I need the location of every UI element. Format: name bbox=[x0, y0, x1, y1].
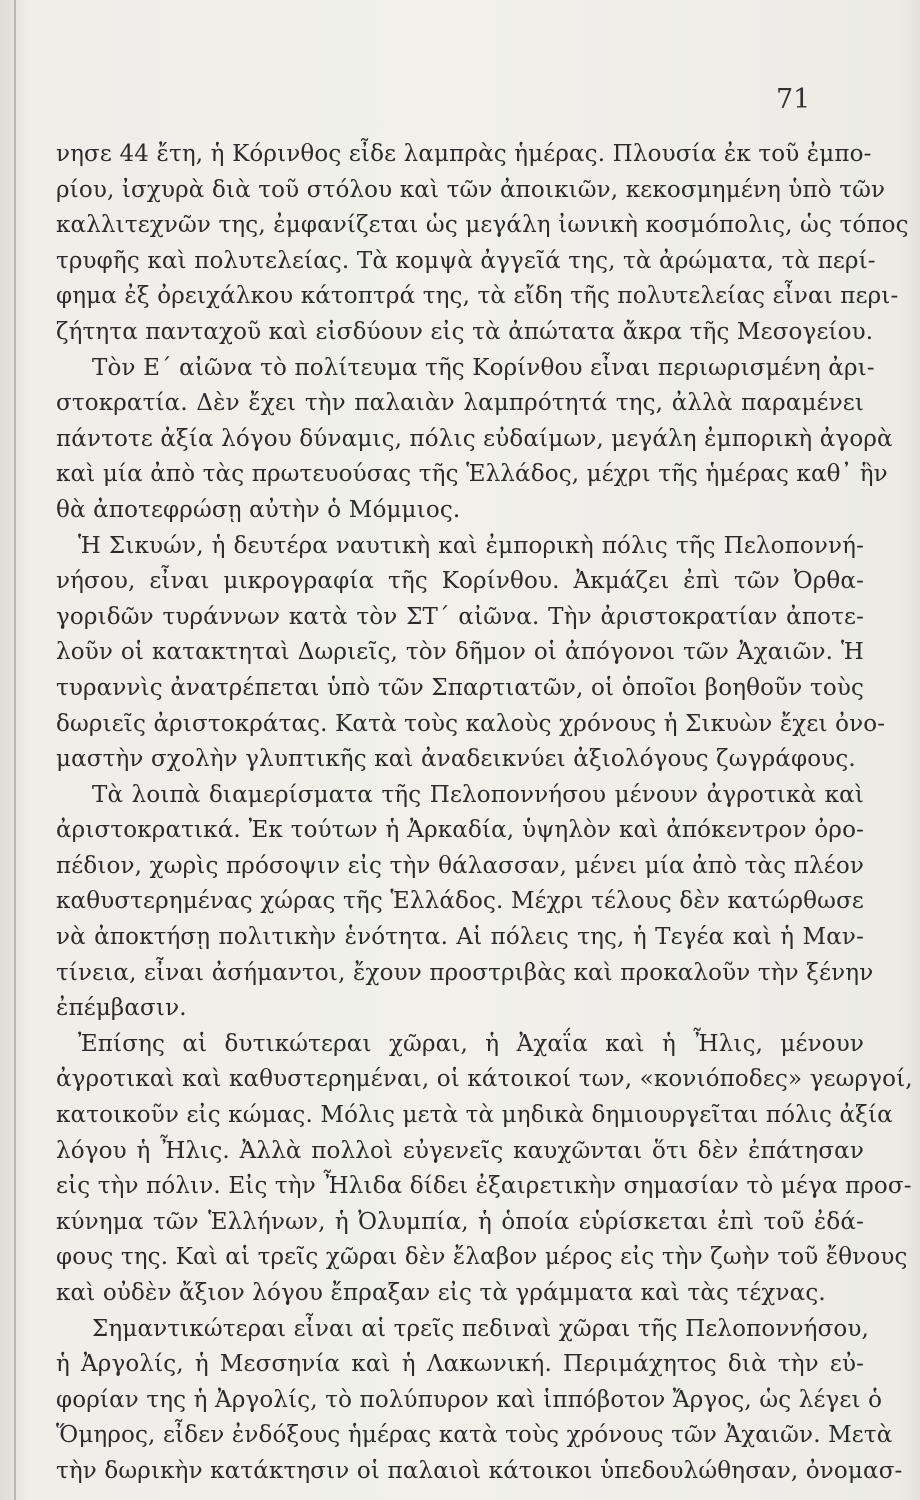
text-line: λόγου ἡ Ἦλις. Ἀλλὰ πολλοὶ εὐγενεῖς καυχῶνται ὅτι δὲν ἐπάτησαν bbox=[56, 1137, 864, 1164]
text-line: φορίαν της ἡ Ἀργολίς, τὸ πολύπυρον καὶ ἱππόβοτον Ἄργος, ὡς λέγει ὁ bbox=[56, 1386, 883, 1413]
text-line: Ἡ Σικυών, ἡ δευτέρα ναυτικὴ καὶ ἐμπορικὴ πόλις τῆς Πελοποννή- bbox=[78, 532, 864, 559]
text-line: μαστὴν σχολὴν γλυπτικῆς καὶ ἀναδεικνύει ἀξιολόγους ζωγράφους. bbox=[56, 746, 856, 773]
text-line: τίνεια, εἶναι ἀσήμαντοι, ἔχουν προστριβὰς καὶ προκαλοῦν τὴν ξένην bbox=[56, 959, 874, 986]
text-line: δωριεῖς ἀριστοκράτας. Κατὰ τοὺς καλοὺς χρόνους ἡ Σικυὼν ἔχει ὀνο- bbox=[56, 710, 886, 737]
text-line: φημα ἐξ ὀρειχάλκου κάτοπτρά της, τὰ εἴδη τῆς πολυτελείας εἶναι περι- bbox=[56, 283, 899, 310]
text-line: κύνημα τῶν Ἑλλήνων, ἡ Ὀλυμπία, ἡ ὁποία εὑρίσκεται ἐπὶ τοῦ ἐδά- bbox=[56, 1208, 864, 1235]
text-line: καθυστερημένας χώρας τῆς Ἑλλάδος. Μέχρι τέλους δὲν κατώρθωσε bbox=[56, 888, 864, 915]
text-line: Τὰ λοιπὰ διαμερίσματα τῆς Πελοποννήσου μένουν ἀγροτικὰ καὶ bbox=[92, 781, 864, 808]
text-line: φους της. Καὶ αἱ τρεῖς χῶραι δὲν ἔλαβον μέρος εἰς τὴν ζωὴν τοῦ ἔθνους bbox=[56, 1244, 908, 1271]
text-line: νήσου, εἶναι μικρογραφία τῆς Κορίνθου. Ἀκμάζει ἐπὶ τῶν Ὀρθα- bbox=[56, 568, 864, 595]
text-line: καὶ μία ἀπὸ τὰς πρωτευούσας τῆς Ἑλλάδος, μέχρι τῆς ἡμέρας καθ᾽ ἣν bbox=[56, 461, 888, 488]
text-line: Ὅμηρος, εἶδεν ἐνδόξους ἡμέρας κατὰ τοὺς χρόνους τῶν Ἀχαιῶν. Μετὰ bbox=[56, 1422, 893, 1449]
text-line: ἡ Ἀργολίς, ἡ Μεσσηνία καὶ ἡ Λακωνική. Περιμάχητος διὰ τὴν εὐ- bbox=[56, 1351, 864, 1378]
text-line: Ἐπίσης αἱ δυτικώτεραι χῶραι, ἡ Ἀχαΐα καὶ ἡ Ἦλις, μένουν bbox=[78, 1030, 864, 1057]
text-line: λοῦν οἱ κατακτηταὶ Δωριεῖς, τὸν δῆμον οἱ ἀπόγονοι τῶν Ἀχαιῶν. Ἡ bbox=[56, 639, 864, 666]
text-line: πάντοτε ἀξία λόγου δύναμις, πόλις εὐδαίμων, μεγάλη ἐμπορικὴ ἀγορὰ bbox=[56, 425, 893, 452]
text-line: νησε 44 ἔτη, ἡ Κόρινθος εἶδε λαμπρὰς ἡμέρας. Πλουσία ἐκ τοῦ ἐμπο- bbox=[56, 141, 872, 167]
text-line: κατοικοῦν εἰς κώμας. Μόλις μετὰ τὰ μηδικὰ δημιουργεῖται πόλις ἀξία bbox=[56, 1102, 893, 1129]
text-line: πέδιον, χωρὶς πρόσοψιν εἰς τὴν θάλασσαν, μένει μία ἀπὸ τὰς πλέον bbox=[56, 852, 864, 879]
text-line: ἀριστοκρατικά. Ἐκ τούτων ἡ Ἀρκαδία, ὑψηλὸν καὶ ἀπόκεντρον ὀρο- bbox=[56, 817, 864, 844]
text-line: Σημαντικώτεραι εἶναι αἱ τρεῖς πεδιναὶ χῶραι τῆς Πελοποννήσου, bbox=[92, 1315, 870, 1342]
text-line: ἐπέμβασιν. bbox=[56, 995, 187, 1022]
body-text bbox=[56, 137, 913, 1490]
text-line: τυραννὶς ἀνατρέπεται ὑπὸ τῶν Σπαρτιατῶν, οἱ ὁποῖοι βοηθοῦν τοὺς bbox=[56, 674, 864, 701]
text-line: καλλιτεχνῶν της, ἐμφανίζεται ὡς μεγάλη ἰωνικὴ κοσμόπολις, ὡς τόπος bbox=[56, 212, 909, 239]
text-line: θὰ ἀποτεφρώσῃ αὐτὴν ὁ Μόμμιος. bbox=[56, 496, 461, 523]
text-line: ἀγροτικαὶ καὶ καθυστερημέναι, οἱ κάτοικοί των, «κονιόποδες» γεωργοί, bbox=[56, 1066, 913, 1093]
text-line: καὶ οὐδὲν ἄξιον λόγου ἔπραξαν εἰς τὰ γράμματα καὶ τὰς τέχνας. bbox=[56, 1280, 826, 1306]
text-line: ρίου, ἰσχυρὰ διὰ τοῦ στόλου καὶ τῶν ἀποικιῶν, κεκοσμημένη ὑπὸ τῶν bbox=[56, 176, 886, 203]
page-number: 71 bbox=[776, 84, 811, 115]
text-line: Τὸν Ε΄ αἰῶνα τὸ πολίτευμα τῆς Κορίνθου εἶναι περιωρισμένη ἀρι- bbox=[92, 354, 875, 381]
text-line: ζήτητα πανταχοῦ καὶ εἰσδύουν εἰς τὰ ἀπώτατα ἄκρα τῆς Μεσογείου. bbox=[56, 318, 874, 345]
page-edge-shadow bbox=[14, 0, 16, 1500]
text-line: στοκρατία. Δὲν ἔχει τὴν παλαιὰν λαμπρότητά της, ἀλλὰ παραμένει bbox=[56, 390, 864, 417]
text-line: τὴν δωρικὴν κατάκτησιν οἱ παλαιοὶ κάτοικοι ὑπεδουλώθησαν, ὀνομασ- bbox=[56, 1457, 903, 1484]
text-line: τρυφῆς καὶ πολυτελείας. Τὰ κομψὰ ἀγγεῖά της, τὰ ἀρώματα, τὰ περί- bbox=[56, 247, 876, 274]
text-line: γοριδῶν τυράννων κατὰ τὸν ΣΤ΄ αἰῶνα. Τὴν ἀριστοκρατίαν ἀποτε- bbox=[56, 603, 864, 630]
text-line: νὰ ἀποκτήσῃ πολιτικὴν ἑνότητα. Αἱ πόλεις της, ἡ Τεγέα καὶ ἡ Μαν- bbox=[56, 924, 864, 951]
text-line: εἰς τὴν πόλιν. Εἰς τὴν Ἦλιδα δίδει ἐξαιρετικὴν σημασίαν τὸ μέγα προσ- bbox=[56, 1173, 912, 1200]
